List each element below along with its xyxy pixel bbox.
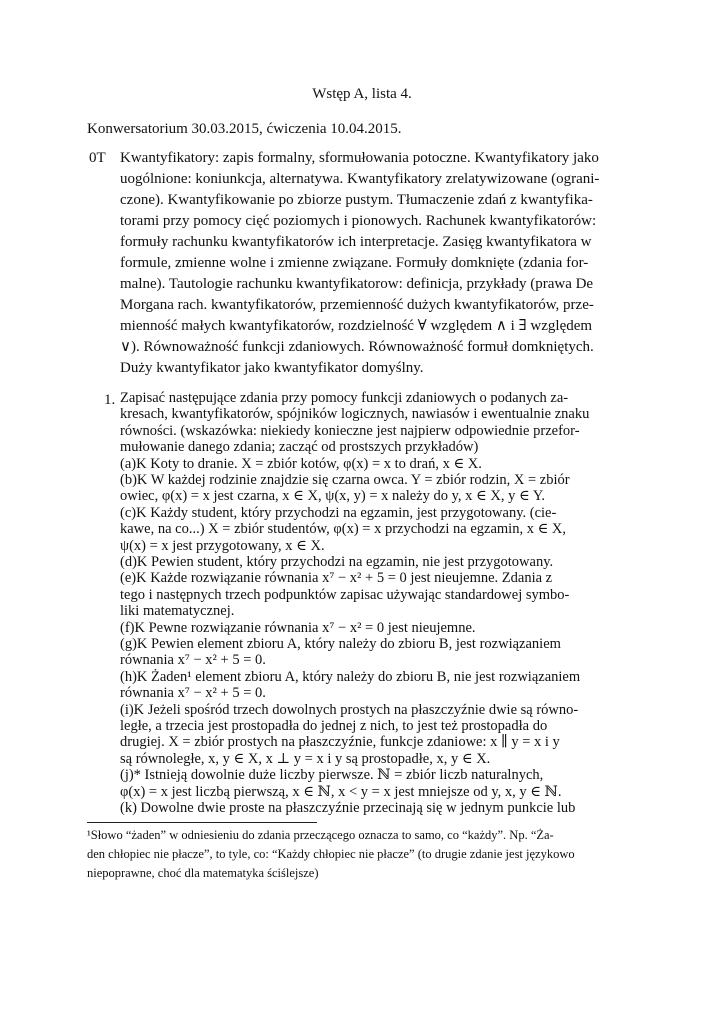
intro-line: czone). Kwantyfikowanie po zbiorze pustym. Tłumaczenie zdań z kwantyfika- [120,192,593,208]
intro-line: Kwantyfikatory: zapis formalny, sformułowania potoczne. Kwantyfikatory jako [120,150,599,166]
intro-line: Duży kwantyfikator jako kwantyfikator domyślny. [120,360,424,376]
exercise-line: liki matematycznej. [120,603,235,620]
footnote-line: niepoprawne, choć dla matematyka ściślejsze) [87,866,319,880]
exercise-line: (c)K Każdy student, który przychodzi na egzamin, jest przygotowany. (cie- [120,504,557,521]
exercise-line: Zapisać następujące zdania przy pomocy funkcji zdaniowych o podanych za- [120,390,569,406]
session-dates: Konwersatorium 30.03.2015, ćwiczenia 10.04.2015. [87,121,402,137]
exercise-line: mułowanie danego zdania; zacząć od prostszych przykładów) [120,439,479,456]
exercise-line: ległe, a trzecia jest prostopadła do jednej z nich, to jest też prostopadła do [120,718,548,734]
intro-line: torami przy pomocy cięć poziomych i pionowych. Rachunek kwantyfikatorów: [120,213,597,229]
exercise-line: (d)K Pewien student, który przychodzi na egzamin, nie jest przygotowany. [120,554,554,570]
intro-line: formule, zmienne wolne i zmienne związane. Formuły domknięte (zdania for- [120,255,589,271]
exercise-line: równości. (wskazówka: niekiedy konieczne jest najpierw odpowiednie przefor- [120,422,580,439]
document-title: Wstęp A, lista 4. [312,86,412,102]
intro-line: uogólnione: koniunkcja, alternatywa. Kwantyfikatory zrelatywizowane (ograni- [120,171,600,187]
exercise-line: ψ(x) = x jest przygotowany, x ∈ X. [120,537,325,554]
exercise-line: (e)K Każde rozwiązanie równania x⁷ − x² + 5 = 0 jest nieujemne. Zdania z [120,570,553,587]
intro-line: malne). Tautologie rachunku kwantyfikatorow: definicja, przykłady (prawa De [120,276,594,292]
exercise-line: (g)K Pewien element zbioru A, który należy do zbioru B, jest rozwiązaniem [120,636,561,652]
footnote-line: den chłopiec nie płacze”, to tyle, co: “Każdy chłopiec nie płacze” (to drugie zdanie jest językowo [87,847,575,861]
footnote-line: ¹Słowo “żaden” w odniesieniu do zdania przeczącego oznacza to samo, co “każdy”. Np. “Ża- [87,828,554,842]
exercise-line: równania x⁷ − x² + 5 = 0. [120,685,266,702]
intro-line: mienność małych kwantyfikatorów, rozdzielność ∀ względem ∧ i ∃ względem [120,318,593,334]
exercise-line: równania x⁷ − x² + 5 = 0. [120,652,266,669]
exercise-line: (j)* Istnieją dowolnie duże liczby pierwsze. ℕ = zbiór liczb naturalnych, [120,767,544,784]
exercise-line: (b)K W każdej rodzinie znajdzie się czarna owca. Y = zbiór rodzin, X = zbiór [120,472,570,488]
footnote-divider [87,822,317,823]
exercise-line: (a)K Koty to dranie. X = zbiór kotów, φ(x) = x to drań, x ∈ X. [120,455,482,472]
exercise-line: kawe, na co...) X = zbiór studentów, φ(x) = x przychodzi na egzamin, x ∈ X, [120,521,567,538]
intro-line: Morgana rach. kwantyfikatorów, przemienność dużych kwantyfikatorów, prze- [120,297,594,313]
exercise-line: (f)K Pewne rozwiązanie równania x⁷ − x² = 0 jest nieujemne. [120,619,476,636]
intro-label: 0T [89,150,106,166]
exercise-line: (i)K Jeżeli spośród trzech dowolnych prostych na płaszczyźnie dwie są równo- [120,701,579,718]
exercise-line: φ(x) = x jest liczbą pierwszą, x ∈ ℕ, x < y = x jest mniejsze od y, x, y ∈ ℕ. [120,783,562,800]
exercise-line: są równoległe, x, y ∈ X, x ⊥ y = x i y są prostopadłe, x, y ∈ X. [120,750,491,767]
exercise-line: (h)K Żaden¹ element zbioru A, który należy do zbioru B, nie jest rozwiązaniem [120,668,581,685]
exercise-line: kresach, kwantyfikatorów, spójników logicznych, nawiasów i ewentualnie znaku [120,406,590,423]
intro-line: ∨). Równoważność funkcji zdaniowych. Równoważność formuł domkniętych. [120,339,594,355]
exercise-1-label: 1. [104,392,116,408]
exercise-line: owiec, φ(x) = x jest czarna, x ∈ X, ψ(x, y) = x należy do y, x ∈ X, y ∈ Y. [120,488,546,505]
exercise-line: (k) Dowolne dwie proste na płaszczyźnie przecinają się w jednym punkcie lub [120,800,576,816]
exercise-line: tego i następnych trzech podpunktów zapisac używając standardowej symbo- [120,586,570,603]
exercise-line: drugiej. X = zbiór prostych na płaszczyźnie, funkcje zdaniowe: x ∥ y = x i y [120,734,560,751]
intro-line: formuły rachunku kwantyfikatorów ich interpretacje. Zasięg kwantyfikatora w [120,234,592,250]
